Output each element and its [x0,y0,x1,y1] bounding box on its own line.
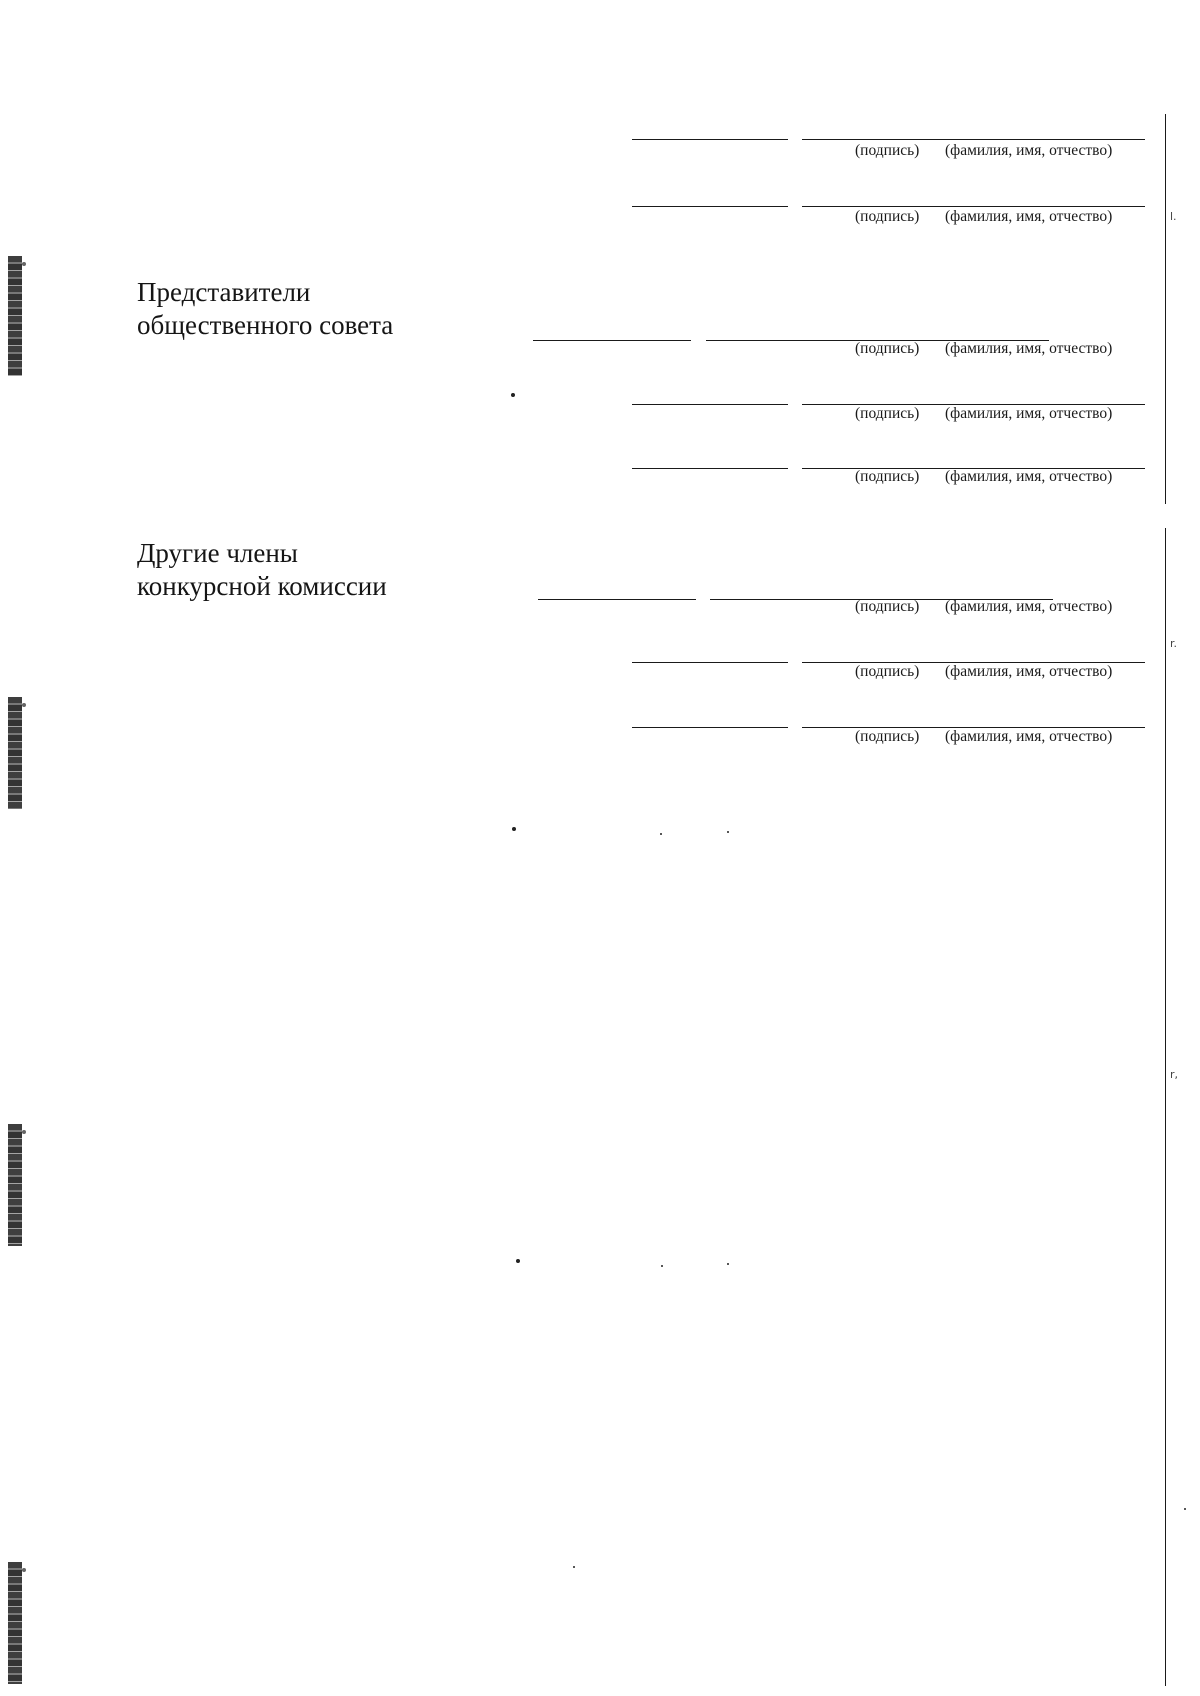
signature-line [538,599,696,600]
scan-speck [727,1263,729,1265]
signature-caption: (подпись) [855,142,920,159]
scan-speck [512,827,516,831]
signature-caption: (подпись) [855,728,920,745]
name-caption: (фамилия, имя, отчество) [945,598,1113,615]
signature-caption: (подпись) [855,340,920,357]
signature-line [632,139,788,140]
section-label-line: Другие члены [137,538,298,568]
scan-speck [511,393,515,397]
scan-speck [661,1265,663,1267]
scan-speck [573,1566,575,1568]
public-council-label [137,276,393,342]
scan-speck [660,833,662,835]
right-margin-rule [1165,528,1166,1686]
signature-caption: (подпись) [855,598,920,615]
binder-hole-mark [8,697,22,809]
signature-line [632,468,788,469]
margin-mark: r, [1170,1068,1179,1081]
scan-speck [516,1259,520,1263]
name-line [802,206,1145,207]
name-caption: (фамилия, имя, отчество) [945,142,1113,159]
signature-caption: (подпись) [855,208,920,225]
name-caption: (фамилия, имя, отчество) [945,663,1113,680]
scan-speck [727,831,729,833]
section-label-line: общественного совета [137,310,394,340]
scan-speck [1184,1508,1186,1510]
name-caption: (фамилия, имя, отчество) [945,728,1113,745]
name-line [802,139,1145,140]
signature-line [632,727,788,728]
name-caption: (фамилия, имя, отчество) [945,405,1113,422]
binder-hole-mark [8,256,22,376]
binder-hole-mark [8,1124,22,1246]
signature-caption: (подпись) [855,663,920,680]
signature-line [632,662,788,663]
signature-line [533,340,691,341]
signature-line [632,206,788,207]
name-caption: (фамилия, имя, отчество) [945,340,1113,357]
section-label-line: конкурсной комиссии [137,571,387,601]
name-caption: (фамилия, имя, отчество) [945,468,1113,485]
margin-mark: l. [1170,210,1177,223]
margin-mark: r. [1170,637,1178,650]
name-caption: (фамилия, имя, отчество) [945,208,1113,225]
signature-caption: (подпись) [855,468,920,485]
other-members-label [137,537,387,603]
signature-caption: (подпись) [855,405,920,422]
signature-line [632,404,788,405]
binder-hole-mark [8,1562,22,1684]
right-margin-rule [1165,114,1166,504]
section-label-line: Представители [137,277,311,307]
